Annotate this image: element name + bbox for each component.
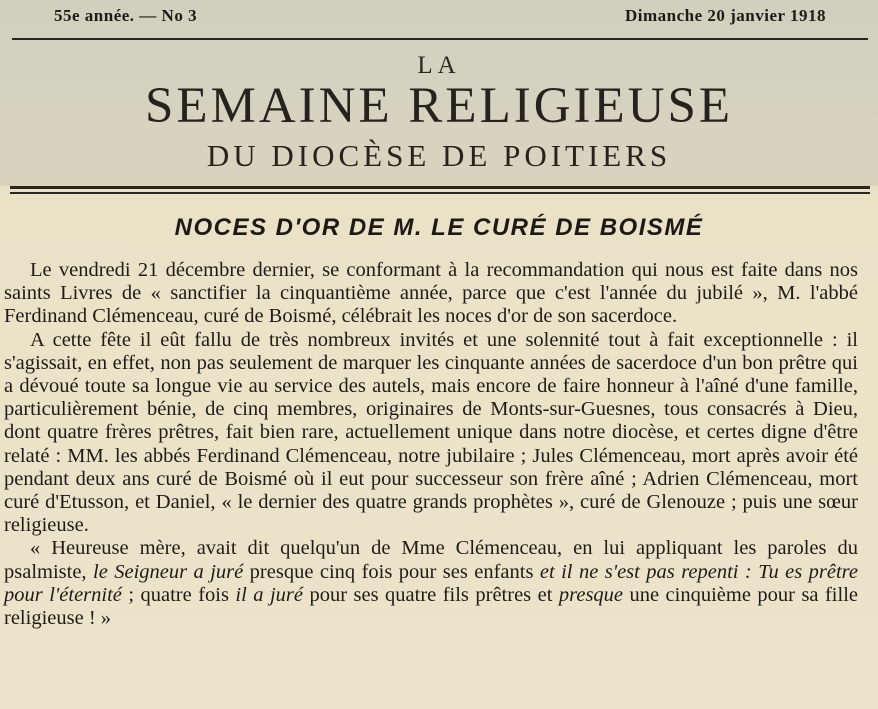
quote-italic-2: et il ne s'est pas repenti : Tu es prêtre pour l'éternité bbox=[4, 560, 858, 606]
quote-italic-4: presque bbox=[558, 583, 624, 606]
quote-text-3: ; quatre fois bbox=[121, 583, 236, 606]
quote-italic-3: il a juré bbox=[235, 583, 304, 606]
masthead-subtitle: DU DIOCÈSE DE POITIERS bbox=[206, 138, 672, 173]
issue-date: Dimanche 20 janvier 1918 bbox=[624, 6, 826, 25]
issue-number: 55e année. — No 3 bbox=[54, 6, 198, 25]
article-body bbox=[4, 259, 858, 630]
quote-text-1: « Heureuse mère, avait dit quelqu'un de Mme Clémenceau, en lui appliquant les paroles du psalmiste, bbox=[4, 537, 858, 583]
article-title: NOCES D'OR DE M. LE CURÉ DE BOISMÉ bbox=[174, 214, 704, 241]
article-paragraph-1: Le vendredi 21 décembre dernier, se conformant à la recommandation qui nous est faite dans nos saints Livres de « sanctifier la cinquantième année, parce que c'est l'année du jubilé », M. l'abbé Ferdinand Clémenceau, curé de Boismé, célébrait les noces d'or de son sacerdoce. bbox=[4, 259, 858, 328]
quote-text-4: pour ses quatre fils prêtres et bbox=[303, 583, 559, 606]
quote-italic-1: le Seigneur a juré bbox=[93, 560, 244, 583]
article-paragraph-2: A cette fête il eût fallu de très nombreux invités et une solennité tout à fait exceptionnelle : il s'agissait, en effet, non pas seulement de marquer les cinquante années de sacerdoce d'un bon prêtre qui a dévoué toute sa longue vie au service des autels, mais encore de faire honneur à l'aîné d'une famille, particulièrement bénie, de cinq membres, originaires de Monts-sur-Guesnes, tous consacrés à Dieu, dont quatre frères prêtres, fait bien rare, actuellement unique dans notre diocèse, et certes digne d'être relaté : MM. les abbés Ferdinand Clémenceau, notre jubilaire ; Jules Clémenceau, mort après avoir été pendant deux ans curé de Boismé où il eut pour successeur son frère aîné ; Adrien Clémenceau, mort curé d'Etusson, et Daniel, « le dernier des quatre grands prophètes », curé de Glenouze ; puis une sœur religieuse. bbox=[4, 328, 858, 537]
issue-info-row bbox=[54, 6, 826, 28]
article-quote-paragraph bbox=[4, 537, 858, 630]
header-rule bbox=[12, 38, 868, 40]
masthead-title: SEMAINE RELIGIEUSE bbox=[144, 78, 734, 134]
quote-text-2: presque cinq fois pour ses enfants bbox=[243, 560, 540, 583]
masthead-article: LA bbox=[417, 52, 461, 79]
quote-text-5: une cinquième pour sa fille religieuse ! » bbox=[4, 583, 858, 630]
masthead-double-rule bbox=[10, 186, 870, 198]
